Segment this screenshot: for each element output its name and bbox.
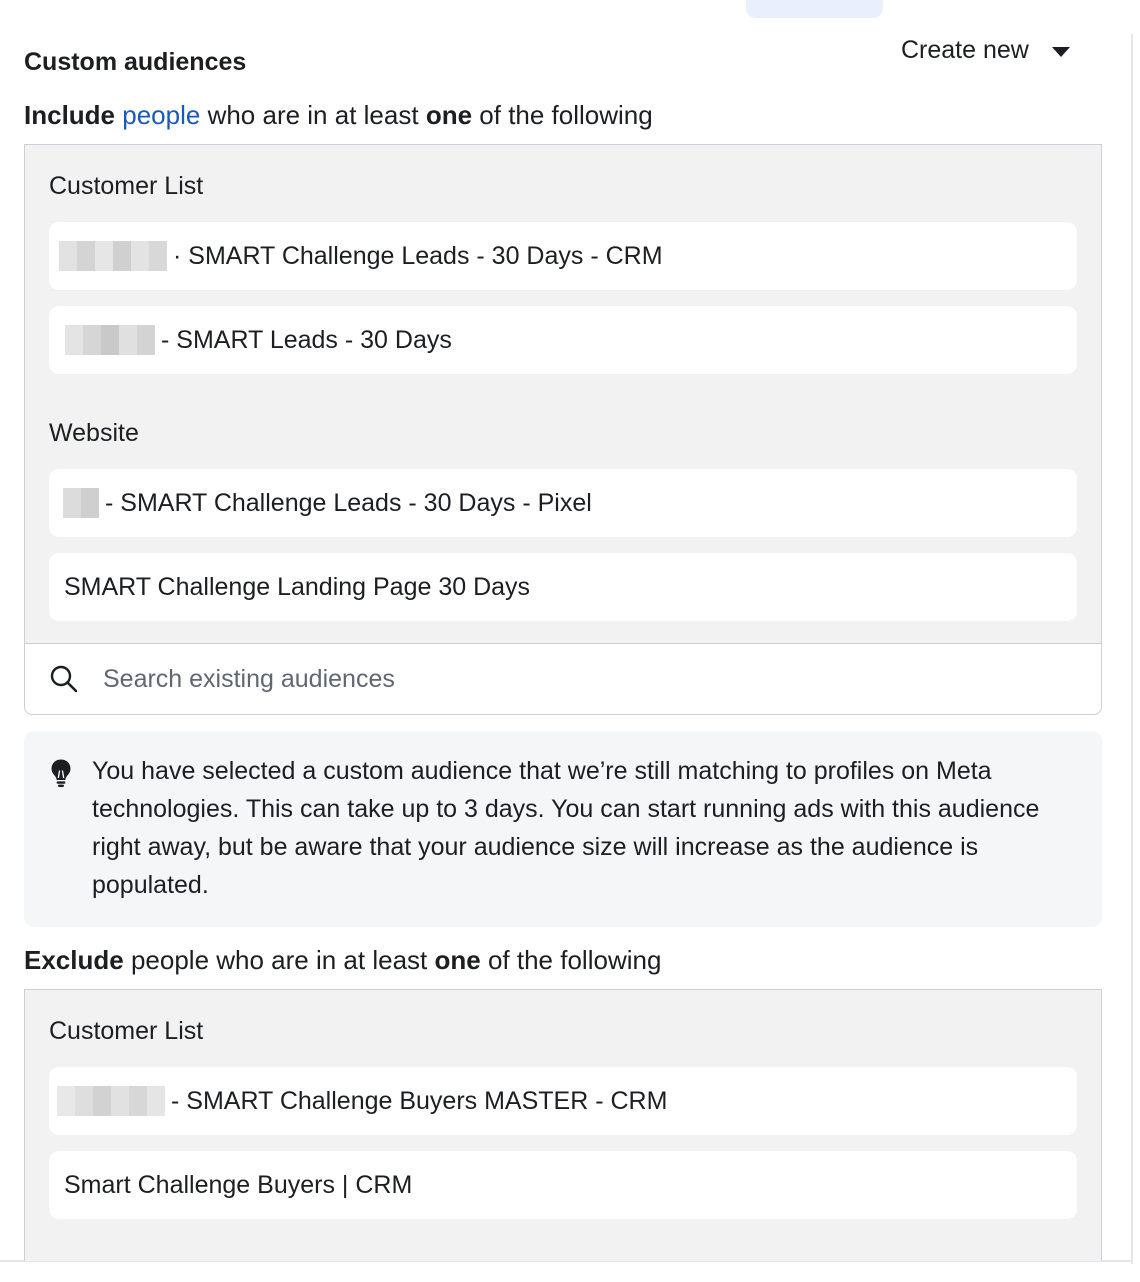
matching-notice [24,731,1102,927]
audience-item[interactable] [49,222,1077,290]
audience-item-label: · SMART Challenge Leads - 30 Days - CRM [173,241,663,270]
redacted-block [65,325,155,355]
panel-edge-right [1131,34,1133,1264]
exclude-label: Exclude [24,945,124,975]
redacted-block [59,241,167,271]
include-rule-text: Include people who are in at least one of the following [24,100,653,130]
include-label: Include [24,100,116,130]
lightbulb-icon [50,758,72,788]
create-new-button[interactable] [901,36,1070,65]
search-audiences-row [25,643,1101,714]
section-title: Custom audiences [24,48,247,76]
caret-down-icon [1052,47,1070,57]
audience-item[interactable] [49,1151,1077,1219]
group-label-website: Website [49,419,139,447]
redacted-block [63,488,99,518]
notice-text: You have selected a custom audience that we’re still matching to profiles on Meta technologies. This can take up to 3 days. You can start running ads with this audience right away, but be aware that your audience size will increase as the audience is populated. [92,757,1040,899]
audience-item-label: - SMART Leads - 30 Days [161,325,452,354]
audience-item-label: SMART Challenge Landing Page 30 Days [64,572,531,601]
exclude-audience-box [24,989,1102,1261]
search-icon [49,664,79,694]
audience-item-label: - SMART Challenge Leads - 30 Days - Pixel [105,488,592,517]
audience-item[interactable] [49,1067,1077,1135]
search-input[interactable] [101,664,1005,695]
audience-item[interactable] [49,553,1077,621]
group-label-customer-list: Customer List [49,172,204,200]
group-label-customer-list: Customer List [49,1017,204,1045]
audience-item[interactable] [49,469,1077,537]
redacted-block [57,1086,165,1116]
audience-item-label: Smart Challenge Buyers | CRM [64,1170,413,1199]
audience-item-label: - SMART Challenge Buyers MASTER - CRM [171,1086,668,1115]
audience-item[interactable] [49,306,1077,374]
exclude-rule-text: Exclude people who are in at least one of the following [24,945,662,975]
include-audience-box [24,144,1102,715]
create-new-label: Create new [901,36,1029,64]
people-link[interactable]: people [122,100,201,130]
top-tab-indicator [746,0,883,18]
